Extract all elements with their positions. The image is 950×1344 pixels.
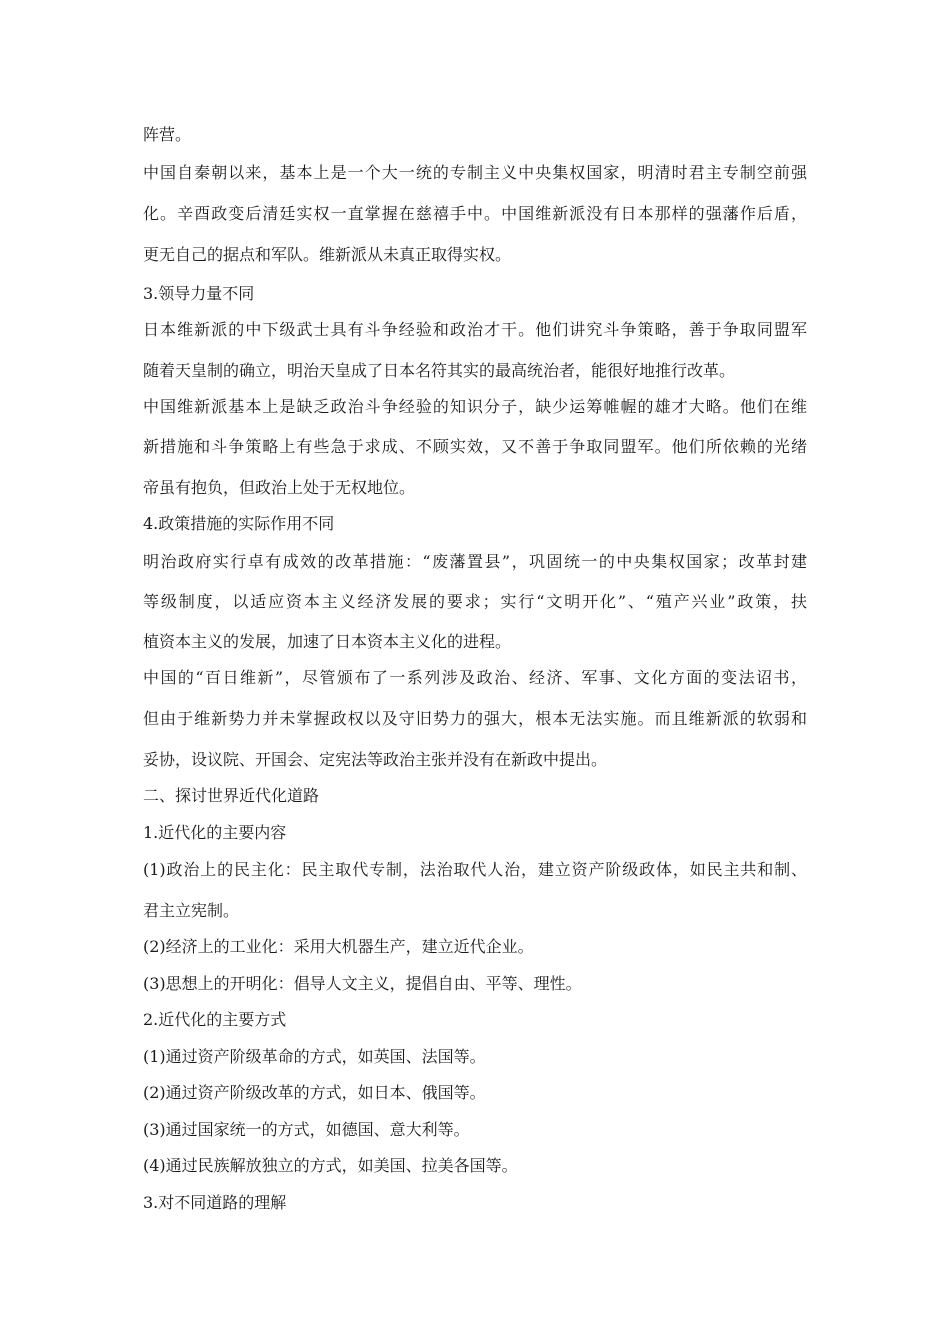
section-heading: 3.领导力量不同 — [143, 284, 255, 303]
subsection-heading: 2.近代化的主要方式 — [143, 1010, 287, 1029]
paragraph-line: 但由于维新势力并未掌握政权以及守旧势力的强大，根本无法实施。而且维新派的软弱和 — [143, 709, 807, 728]
list-item: (1)通过资产阶级革命的方式，如英国、法国等。 — [143, 1047, 486, 1066]
paragraph-line: 植资本主义的发展，加速了日本资本主义化的进程。 — [143, 632, 512, 651]
list-item: (2)经济上的工业化：采用大机器生产，建立近代企业。 — [143, 937, 534, 956]
section-heading: 4.政策措施的实际作用不同 — [143, 514, 335, 533]
paragraph-line: 新措施和斗争策略上有些急于求成、不顾实效，又不善于争取同盟军。他们所依赖的光绪 — [143, 437, 807, 456]
paragraph-line: 中国的“百日维新”，尽管颁布了一系列涉及政治、经济、军事、文化方面的变法诏书， — [143, 668, 807, 687]
paragraph-line: 等级制度，以适应资本主义经济发展的要求；实行“文明开化”、“殖产兴业”政策，扶 — [143, 592, 807, 611]
paragraph-line: 明治政府实行卓有成效的改革措施：“废藩置县”，巩固统一的中央集权国家；改革封建 — [143, 552, 807, 571]
paragraph-line: 妥协，设议院、开国会、定宪法等政治主张并没有在新政中提出。 — [143, 750, 608, 769]
paragraph-line: 日本维新派的中下级武士具有斗争经验和政治才干。他们讲究斗争策略，善于争取同盟军 — [143, 320, 807, 339]
subsection-heading: 3.对不同道路的理解 — [143, 1193, 287, 1212]
list-item: (3)思想上的开明化：倡导人文主义，提倡自由、平等、理性。 — [143, 974, 582, 993]
list-item: (2)通过资产阶级改革的方式，如日本、俄国等。 — [143, 1083, 486, 1102]
list-item: (1)政治上的民主化：民主取代专制，法治取代人治，建立资产阶级政体，如民主共和制、 — [143, 860, 807, 879]
text-line-ending-paragraph: 阵营。 — [143, 125, 192, 144]
paragraph-line: 中国维新派基本上是缺乏政治斗争经验的知识分子，缺少运筹帷幄的雄才大略。他们在维 — [143, 397, 807, 416]
paragraph-line: 更无自己的据点和军队。维新派从未真正取得实权。 — [143, 245, 512, 264]
paragraph-line: 帝虽有抱负，但政治上处于无权地位。 — [143, 478, 416, 497]
paragraph-line: 随着天皇制的确立，明治天皇成了日本名符其实的最高统治者，能很好地推行改革。 — [143, 361, 736, 380]
paragraph-line: 化。辛酉政变后清廷实权一直掌握在慈禧手中。中国维新派没有日本那样的强藩作后盾， — [143, 204, 807, 223]
section-heading: 二、探讨世界近代化道路 — [143, 786, 320, 805]
list-item: (3)通过国家统一的方式，如德国、意大利等。 — [143, 1120, 470, 1139]
list-item-continuation: 君主立宪制。 — [143, 901, 240, 920]
list-item: (4)通过民族解放独立的方式，如美国、拉美各国等。 — [143, 1156, 518, 1175]
paragraph-line: 中国自秦朝以来，基本上是一个大一统的专制主义中央集权国家，明清时君主专制空前强 — [143, 163, 807, 182]
subsection-heading: 1.近代化的主要内容 — [143, 823, 287, 842]
